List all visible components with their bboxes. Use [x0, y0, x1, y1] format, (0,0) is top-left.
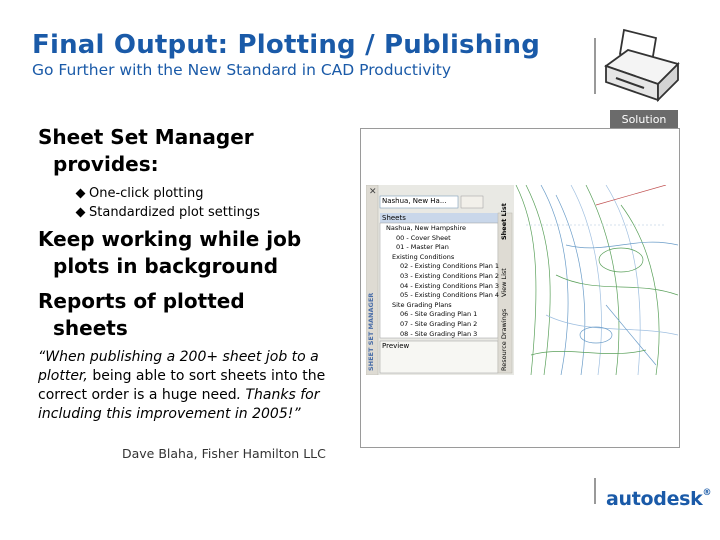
sheet-set-manager-screenshot [366, 185, 678, 375]
heading-line: sheets [53, 316, 128, 340]
tab-resource-drawings[interactable]: Resource Drawings [500, 308, 508, 371]
slide-subtitle: Go Further with the New Standard in CAD Productivity [32, 61, 452, 79]
tree-item[interactable]: 02 - Existing Conditions Plan 1 [400, 262, 500, 271]
quote-emphasis: being able to sort sheets into the correct order is a huge need [38, 368, 326, 403]
list-item [76, 203, 260, 222]
tab-sheet-list[interactable]: Sheet List [500, 203, 508, 240]
heading-line: plots in background [53, 254, 279, 278]
diamond-bullet-icon [76, 189, 86, 199]
footer-divider [594, 478, 596, 504]
solution-badge: Solution [610, 110, 678, 130]
tree-item[interactable]: 03 - Existing Conditions Plan 2 [400, 271, 500, 280]
printer-icon [600, 26, 680, 104]
tree-item[interactable]: Existing Conditions [392, 252, 455, 261]
tree-item[interactable]: 00 - Cover Sheet [396, 233, 451, 242]
quote-text: “When publishing a 200+ sheet job to a plotter, [38, 349, 319, 384]
sheet-set-dropdown[interactable]: Nashua, New Ha... [382, 197, 447, 205]
preview-label: Preview [382, 342, 410, 350]
heading-reports [38, 288, 245, 342]
logo-text: autodesk [606, 488, 703, 510]
tree-item[interactable]: Site Grading Plans [392, 300, 452, 309]
tree-item[interactable]: 06 - Site Grading Plan 1 [400, 310, 478, 319]
customer-quote [38, 348, 338, 424]
quote-text: . Thanks for including this improvement in 2005!” [38, 387, 320, 422]
list-item-label: One-click plotting [89, 186, 204, 201]
autodesk-logo [606, 488, 711, 510]
close-icon[interactable]: ✕ [369, 187, 377, 197]
quote-attribution: Dave Blaha, Fisher Hamilton LLC [122, 446, 326, 461]
heading-line: provides: [53, 152, 159, 176]
registered-mark: ® [702, 488, 712, 498]
tree-item[interactable]: 05 - Existing Conditions Plan 4 [400, 291, 500, 300]
list-item-label: Standardized plot settings [89, 205, 260, 220]
tree-item[interactable]: 08 - Site Grading Plan 3 [400, 329, 478, 338]
tab-view-list[interactable]: View List [500, 268, 508, 297]
heading-keep-working [38, 226, 301, 280]
tree-item[interactable]: 07 - Site Grading Plan 2 [400, 319, 478, 328]
palette-title: SHEET SET MANAGER [367, 292, 375, 371]
bullet-list [76, 184, 260, 222]
sheets-section-label: Sheets [382, 214, 406, 222]
tree-root[interactable]: Nashua, New Hampshire [386, 224, 466, 232]
tree-item[interactable]: 01 - Master Plan [396, 243, 449, 252]
slide-title: Final Output: Plotting / Publishing [32, 30, 541, 60]
heading-line: Sheet Set Manager [38, 125, 254, 149]
header-divider [594, 38, 596, 94]
heading-sheet-set-manager [38, 124, 254, 178]
heading-line: Reports of plotted [38, 289, 245, 313]
sheet-tree[interactable] [386, 224, 499, 339]
list-item [76, 184, 260, 203]
heading-line: Keep working while job [38, 227, 302, 251]
diamond-bullet-icon [76, 208, 86, 218]
tree-item[interactable]: 04 - Existing Conditions Plan 3 [400, 281, 500, 290]
